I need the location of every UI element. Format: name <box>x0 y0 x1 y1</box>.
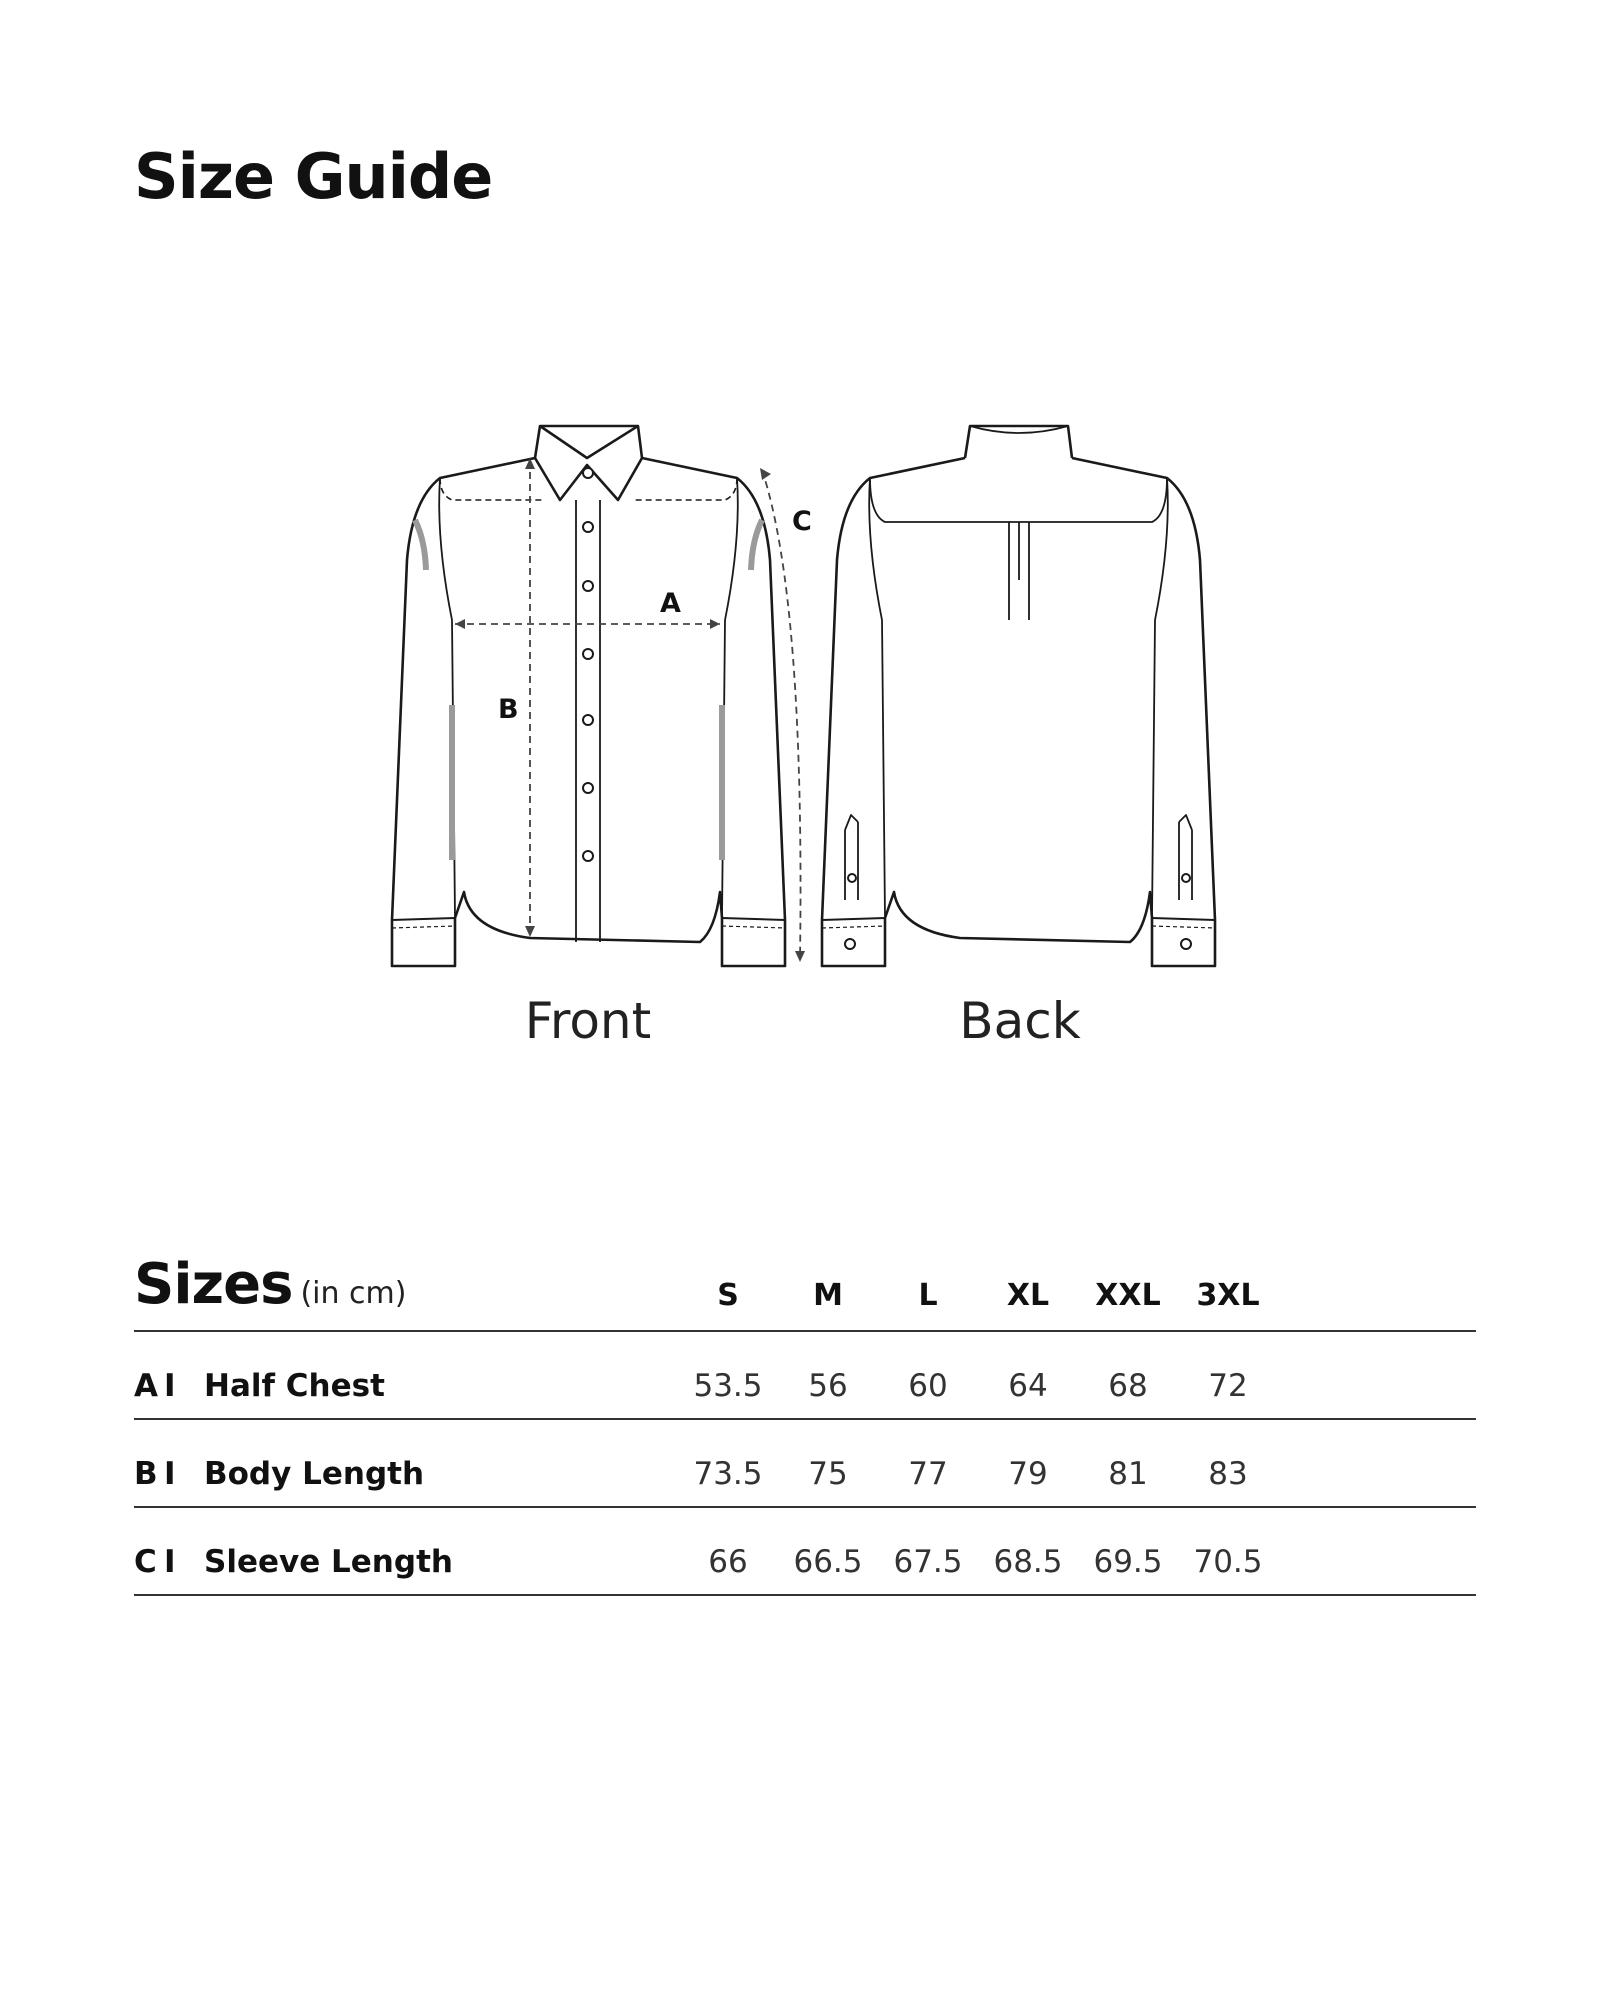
column-header-xl: XL <box>1006 1278 1050 1313</box>
back-buttons <box>845 874 1191 949</box>
table-cell: 60 <box>908 1368 948 1404</box>
row-label-text: Body Length <box>204 1456 425 1492</box>
column-header-xxl: XXL <box>1095 1278 1161 1313</box>
front-buttons <box>583 468 593 861</box>
table-rule <box>134 1418 1476 1420</box>
table-row-label-b <box>134 1456 424 1492</box>
table-cell: 53.5 <box>693 1368 763 1404</box>
column-header-m: M <box>813 1278 843 1313</box>
table-cell: 66 <box>708 1544 748 1580</box>
row-code: B <box>134 1456 158 1492</box>
back-shirt-drawing <box>822 426 1215 966</box>
table-rule-header <box>134 1330 1476 1332</box>
row-label-text: Half Chest <box>204 1368 385 1404</box>
table-cell: 69.5 <box>1093 1544 1163 1580</box>
table-cell: 83 <box>1208 1456 1248 1492</box>
table-cell: 79 <box>1008 1456 1048 1492</box>
column-header-l: L <box>918 1278 938 1313</box>
table-cell: 66.5 <box>793 1544 863 1580</box>
sizes-unit: (in cm) <box>300 1276 407 1311</box>
marker-c: C <box>792 506 812 537</box>
front-shirt-drawing <box>392 426 785 966</box>
row-separator: I <box>164 1456 176 1492</box>
row-separator: I <box>164 1368 176 1404</box>
table-cell: 68.5 <box>993 1544 1063 1580</box>
row-code: C <box>134 1544 157 1580</box>
table-cell: 75 <box>808 1456 848 1492</box>
table-rule <box>134 1506 1476 1508</box>
column-header-s: S <box>717 1278 739 1313</box>
front-view-label: Front <box>524 992 652 1050</box>
table-cell: 77 <box>908 1456 948 1492</box>
table-row-label-c <box>134 1544 453 1580</box>
table-cell: 67.5 <box>893 1544 963 1580</box>
page-title: Size Guide <box>134 140 493 213</box>
row-code: A <box>134 1368 158 1404</box>
table-cell: 72 <box>1208 1368 1248 1404</box>
table-cell: 73.5 <box>693 1456 763 1492</box>
table-row-label-a <box>134 1368 385 1404</box>
marker-b: B <box>498 694 519 725</box>
sizes-heading <box>134 1252 406 1317</box>
row-separator: I <box>164 1544 176 1580</box>
column-header-3xl: 3XL <box>1196 1278 1260 1313</box>
table-cell: 70.5 <box>1193 1544 1263 1580</box>
sizes-title: Sizes <box>134 1252 293 1317</box>
table-cell: 56 <box>808 1368 848 1404</box>
table-rule <box>134 1594 1476 1596</box>
table-cell: 81 <box>1108 1456 1148 1492</box>
table-cell: 68 <box>1108 1368 1148 1404</box>
marker-a: A <box>660 588 681 619</box>
row-label-text: Sleeve Length <box>204 1544 453 1580</box>
back-view-label: Back <box>959 992 1081 1050</box>
table-cell: 64 <box>1008 1368 1048 1404</box>
